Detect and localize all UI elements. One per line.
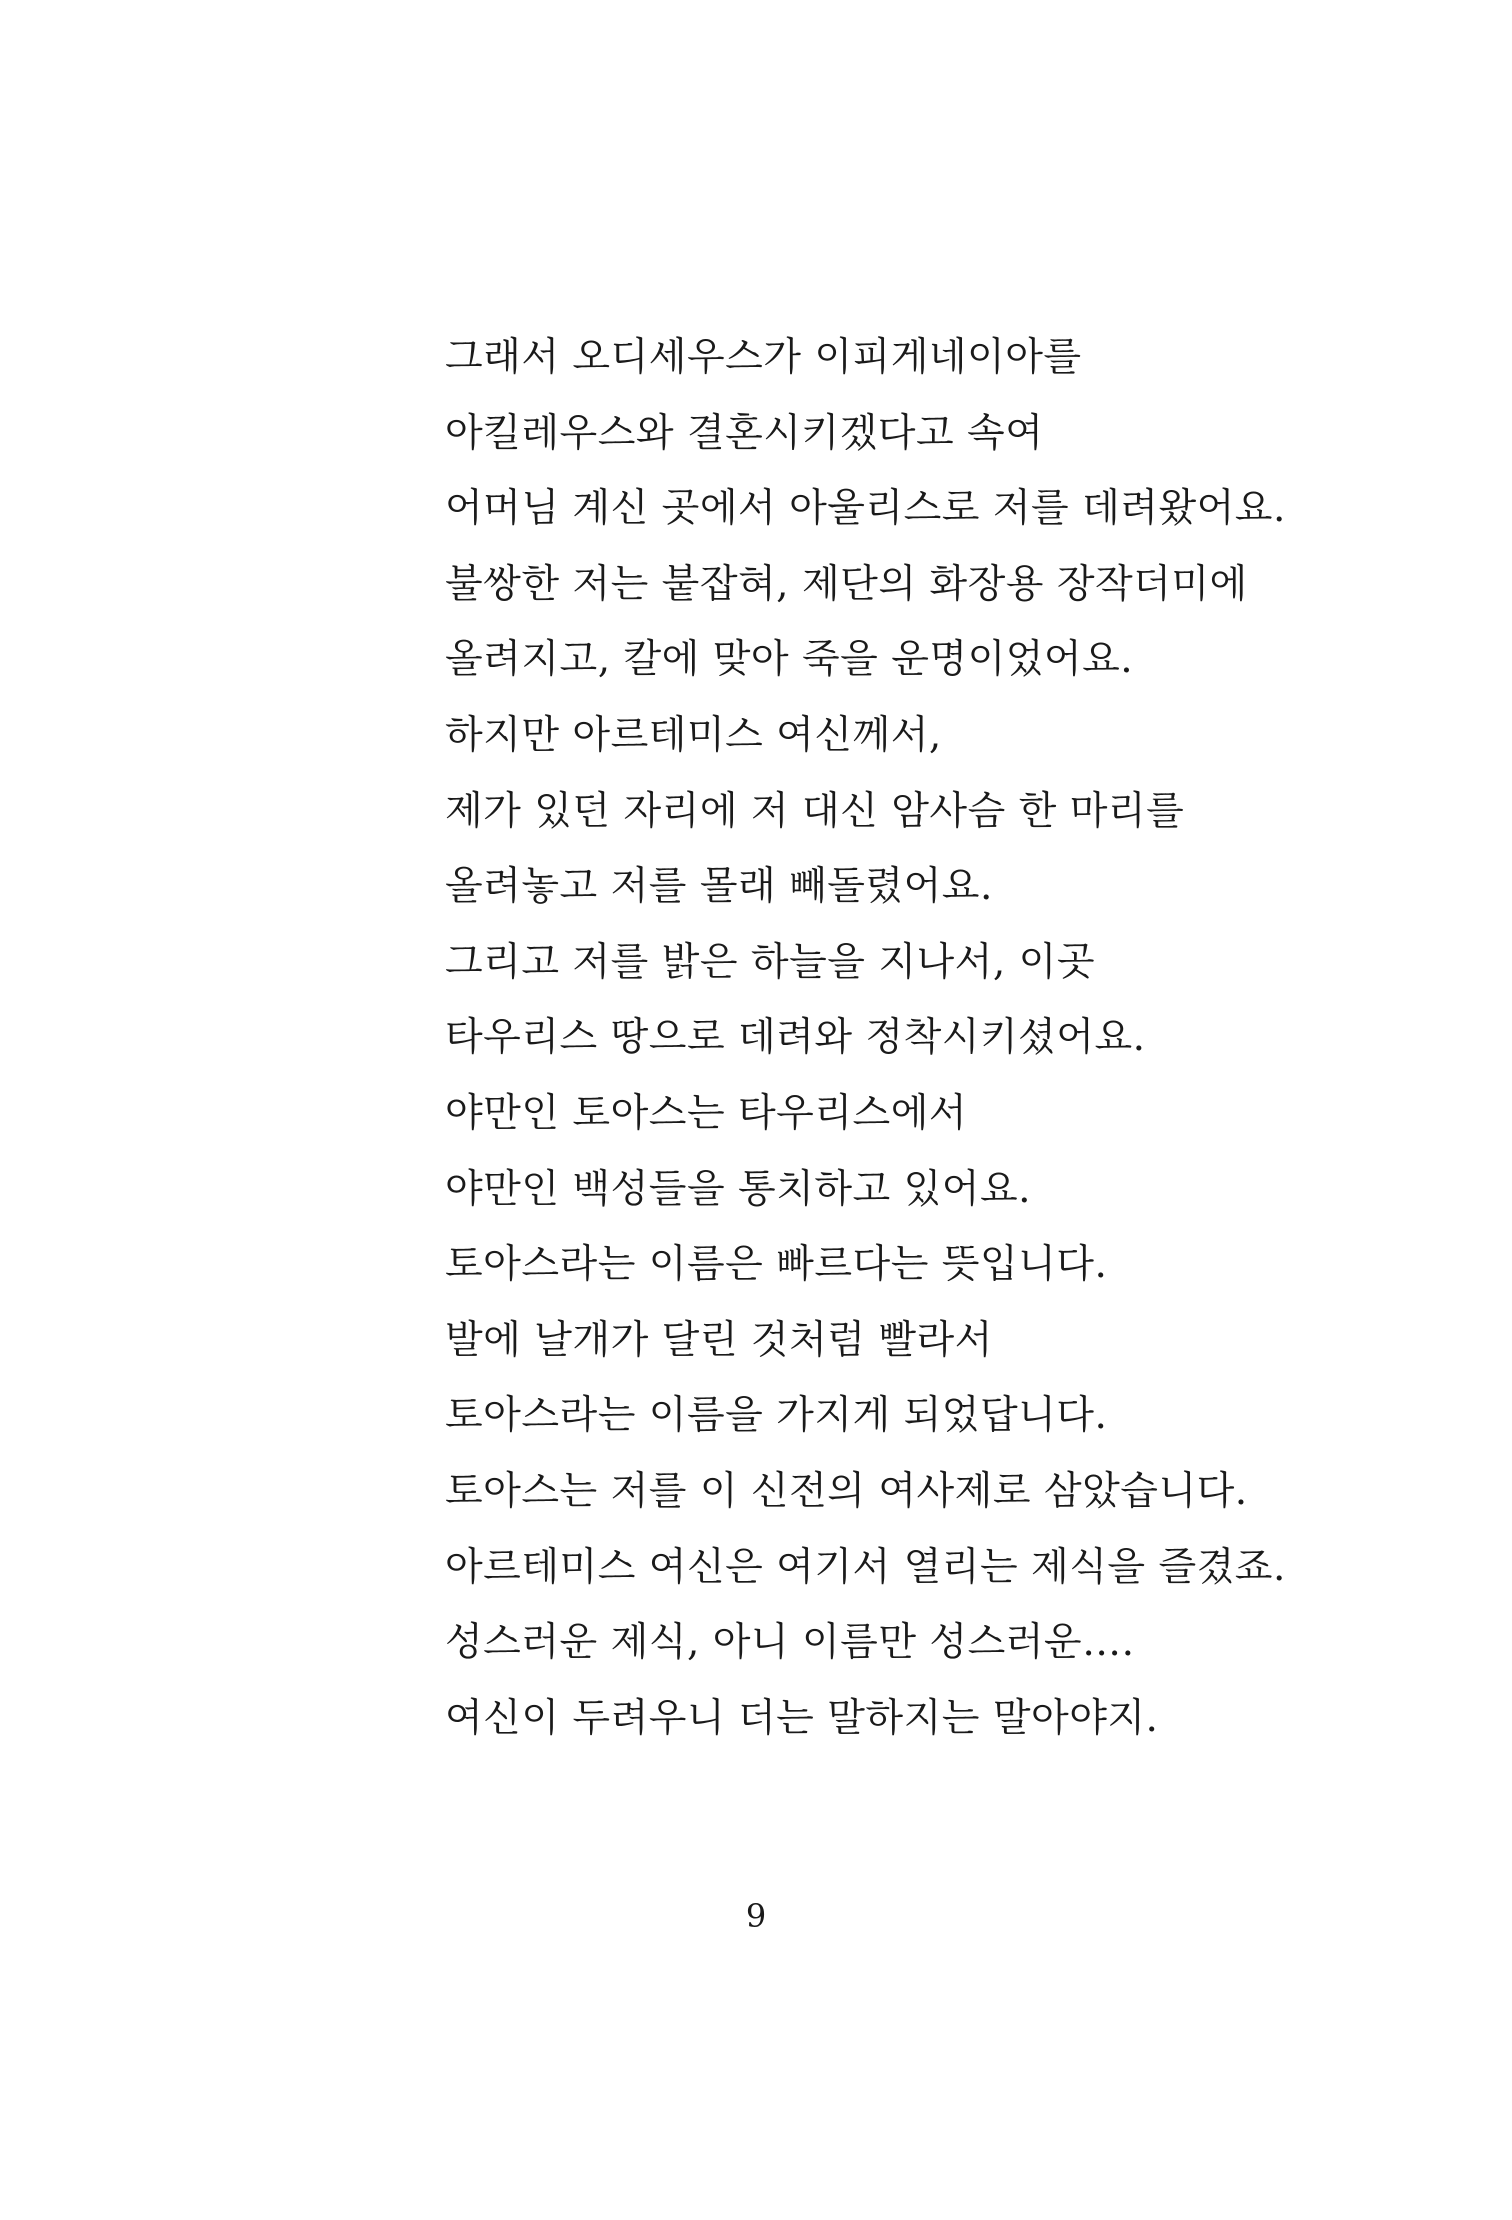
poem-line: 올려놓고 저를 몰래 빼돌렸어요. bbox=[445, 864, 993, 910]
poem-line: 야만인 토아스는 타우리스에서 bbox=[445, 1090, 968, 1136]
poem-line: 아르테미스 여신은 여기서 열리는 제식을 즐겼죠. bbox=[445, 1544, 1286, 1590]
poem-line: 발에 날개가 달린 것처럼 빨라서 bbox=[445, 1317, 993, 1363]
poem-text-block bbox=[445, 328, 1345, 1764]
poem-line: 하지만 아르테미스 여신께서, bbox=[445, 712, 942, 758]
poem-line: 토아스라는 이름을 가지게 되었답니다. bbox=[445, 1393, 1108, 1439]
poem-line: 그래서 오디세우스가 이피게네이아를 bbox=[445, 335, 1082, 380]
poem-line: 그리고 저를 밝은 하늘을 지나서, 이곳 bbox=[445, 939, 1095, 985]
poem-line: 아킬레우스와 결혼시키겠다고 속여 bbox=[445, 410, 1044, 456]
poem-line: 야만인 백성들을 통치하고 있어요. bbox=[445, 1166, 1032, 1212]
poem-line: 토아스라는 이름은 빠르다는 뜻입니다. bbox=[445, 1242, 1108, 1288]
page-number: 9 bbox=[745, 1897, 767, 1935]
poem-line: 제가 있던 자리에 저 대신 암사슴 한 마리를 bbox=[445, 788, 1185, 834]
poem-line: 불쌍한 저는 붙잡혀, 제단의 화장용 장작더미에 bbox=[445, 561, 1248, 607]
poem-line: 어머님 계신 곳에서 아울리스로 저를 데려왔어요. bbox=[445, 486, 1286, 532]
poem-line: 여신이 두려우니 더는 말하지는 말아야지. bbox=[445, 1695, 1159, 1741]
poem-line: 타우리스 땅으로 데려와 정착시키셨어요. bbox=[445, 1015, 1146, 1061]
poem-line: 올려지고, 칼에 맞아 죽을 운명이었어요. bbox=[445, 637, 1134, 683]
poem-line: 성스러운 제식, 아니 이름만 성스러운…. bbox=[445, 1620, 1135, 1666]
poem-line: 토아스는 저를 이 신전의 여사제로 삼았습니다. bbox=[445, 1468, 1248, 1514]
